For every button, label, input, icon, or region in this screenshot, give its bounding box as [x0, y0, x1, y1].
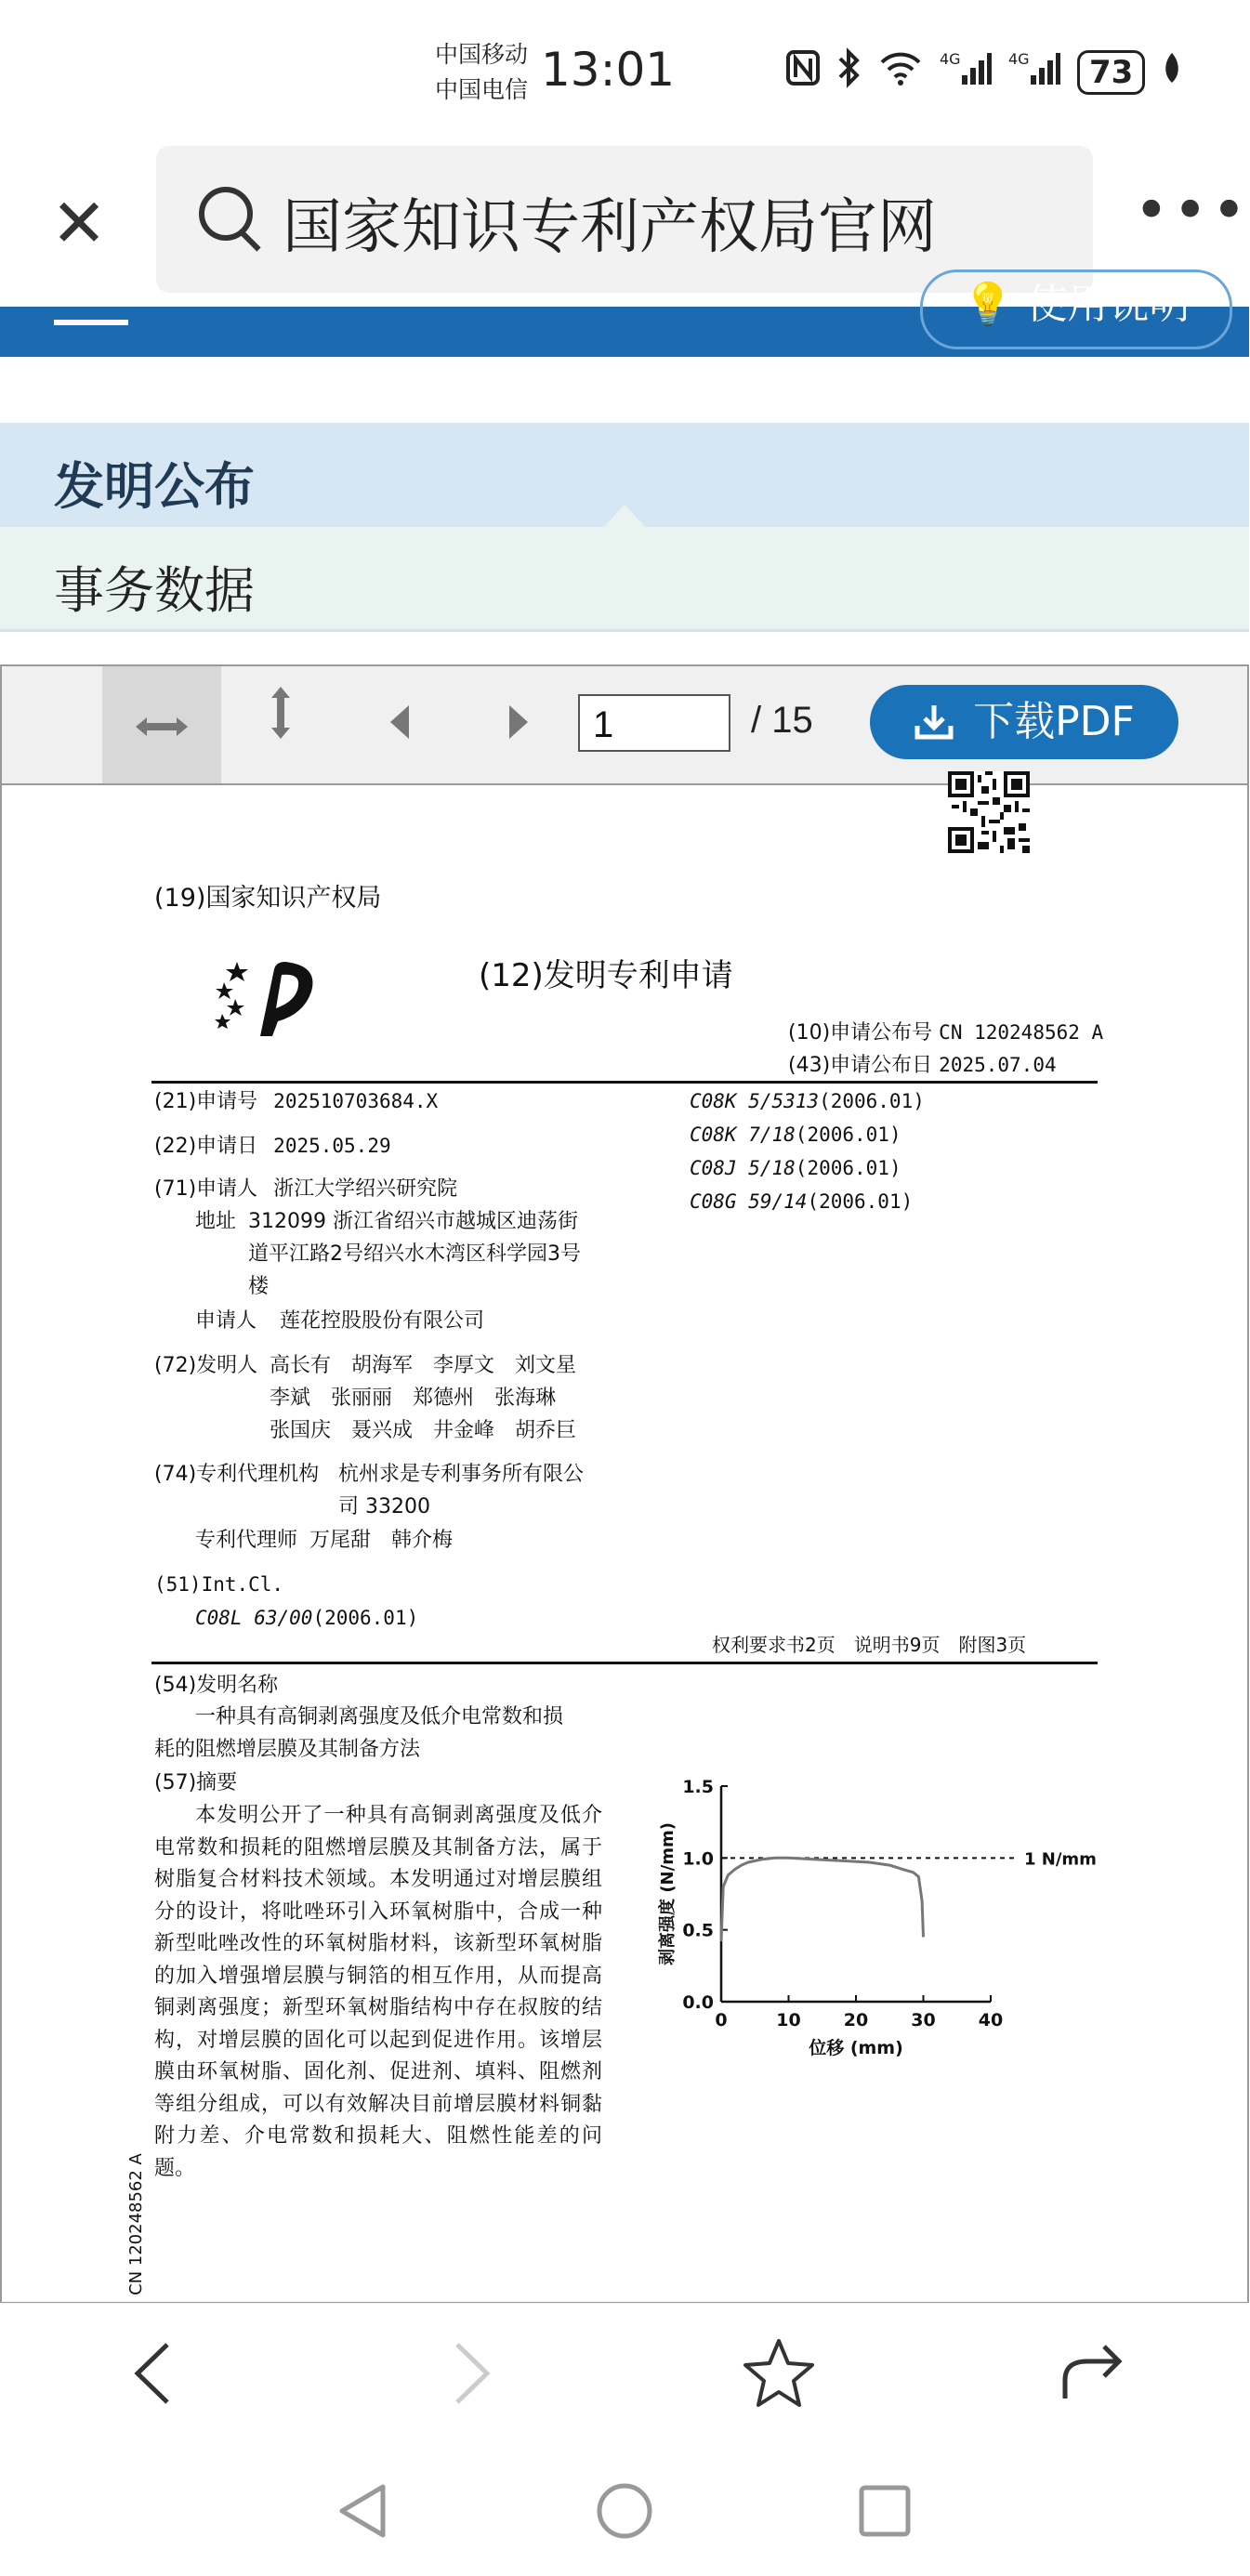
download-icon — [914, 698, 967, 745]
ipc-code-row — [690, 1087, 925, 1116]
qr-code — [948, 771, 1030, 853]
publication-number: CN 120248562 A — [939, 1021, 1104, 1044]
chart-axes — [657, 1777, 1003, 2058]
invention-title-label: (54)发明名称 — [154, 1674, 279, 1697]
prev-page-icon[interactable] — [340, 666, 459, 783]
page-total: / 15 — [751, 700, 813, 741]
invention-title-line-1: 一种具有高铜剥离强度及低介电常数和损 — [195, 1705, 564, 1728]
ipc-code-row — [690, 1121, 901, 1150]
battery-indicator: 73 — [1077, 50, 1145, 95]
back-icon[interactable] — [130, 2341, 177, 2410]
svg-text:4G: 4G — [940, 50, 961, 68]
inventors-line-2: 李斌 张丽丽 郑德州 张海琳 — [270, 1387, 557, 1410]
ipc-code: C08K 7/18 — [690, 1124, 796, 1146]
nfc-icon — [785, 49, 821, 95]
application-date-row — [154, 1132, 391, 1161]
x-tick-label: 40 — [978, 2010, 1004, 2031]
reference-line — [721, 1849, 1097, 1869]
address-line-1: 312099 浙江省绍兴市越城区迪荡街 — [248, 1210, 578, 1233]
forward-icon[interactable] — [448, 2341, 494, 2410]
agent-label: 专利代理师 — [195, 1529, 298, 1552]
reference-label: 1 N/mm — [1024, 1849, 1097, 1870]
applicant2: 莲花控股股份有限公司 — [280, 1309, 485, 1333]
signal-4g-icon — [940, 49, 992, 95]
carrier-labels — [435, 37, 528, 108]
ipc-code-row — [690, 1154, 901, 1183]
y-tick-label: 0.0 — [682, 1992, 714, 2013]
search-query: 国家知识专利产权局官网 — [283, 193, 937, 262]
x-axis-label: 位移 (mm) — [809, 2038, 903, 2058]
manual-label: 使用说明 — [1026, 281, 1191, 328]
download-pdf-button[interactable] — [870, 685, 1178, 759]
abstract-text: 本发明公开了一种具有高铜剥离强度及低介电常数和损耗的阻燃增层膜及其制备方法，属于树脂复合材料技术领域。本发明通过对增层膜组分的设计，将吡唑环引入环氧树脂中，合成一种新型吡唑改性的环氧树脂材料，该新型环氧树脂的加入增强增层膜与铜箔的相互作用，从而提高铜剥离强度；新型环氧树脂结构中存在叔胺的结构，对增层膜的固化可以起到促进作用。该增层膜由环氧树脂、固化剂、促进剂、填料、阻燃剂等组分组成，可以有效解决目前增层膜材料铜黏附力差、介电常数和损耗大、阻燃性能差的问题。 — [154, 1804, 602, 2180]
agency-line-1: 杭州求是专利事务所有限公 — [338, 1463, 585, 1486]
share-icon[interactable] — [1059, 2337, 1125, 2406]
system-nav-bar — [0, 2442, 1249, 2576]
address-line-2: 道平江路2号绍兴水木湾区科学园3号 — [248, 1242, 581, 1266]
ipc-version: (2006.01) — [819, 1090, 925, 1112]
publication-date: 2025.07.04 — [939, 1054, 1057, 1076]
application-date-label: (22)申请日 — [154, 1135, 258, 1158]
ipc-version: (2006.01) — [795, 1124, 901, 1146]
triangle-back-icon[interactable] — [335, 2481, 390, 2544]
signal-4g-icon — [1008, 49, 1060, 95]
lightbulb-icon: 💡 — [962, 281, 1014, 328]
x-tick-label: 10 — [776, 2010, 801, 2031]
abstract-label: (57)摘要 — [154, 1771, 238, 1794]
carrier-2: 中国电信 — [435, 76, 529, 103]
publication-number-label: (10)申请公布号 — [788, 1021, 933, 1045]
search-icon — [199, 187, 253, 241]
inventors-line-1: 高长有 胡海军 李厚文 刘文星 — [270, 1354, 577, 1377]
address-label: 地址 — [195, 1210, 237, 1233]
intcl-main-version: (2006.01) — [312, 1607, 419, 1629]
next-page-icon[interactable] — [459, 666, 578, 783]
address-line-3: 楼 — [248, 1275, 270, 1298]
site-nav-bar — [0, 281, 1249, 357]
agency-label: (74)专利代理机构 — [154, 1463, 320, 1486]
invention-title-line-2: 耗的阻燃增层膜及其制备方法 — [154, 1738, 421, 1761]
tab-label: 发明公布 — [54, 457, 255, 516]
ipc-code: C08K 5/5313 — [690, 1090, 820, 1112]
recents-square-icon[interactable] — [857, 2483, 913, 2543]
manual-button[interactable] — [920, 269, 1232, 349]
applicant2-label: 申请人 — [195, 1309, 257, 1333]
close-icon[interactable]: ✕ — [50, 184, 108, 262]
side-publication-code: CN 120248562 A — [126, 2153, 146, 2295]
applicant-label: (71)申请人 — [154, 1177, 258, 1201]
publication-number-row — [788, 1019, 1103, 1047]
inventor-label: (72)发明人 — [154, 1354, 258, 1377]
bluetooth-icon — [837, 48, 862, 96]
pages-info: 权利要求书2页 说明书9页 附图3页 — [712, 1634, 1027, 1656]
applicant2-row — [195, 1308, 484, 1335]
divider — [151, 1081, 1098, 1084]
peel-strength-chart — [651, 1766, 1097, 2072]
ipc-code-row — [690, 1188, 913, 1216]
patent-office: (19)国家知识产权局 — [154, 884, 382, 913]
intcl-main — [195, 1604, 418, 1633]
applicant: 浙江大学绍兴研究院 — [273, 1177, 458, 1201]
tab-affairs-data[interactable] — [0, 527, 1249, 632]
x-tick-label: 20 — [843, 2010, 869, 2031]
x-tick-label: 0 — [715, 2010, 728, 2031]
y-tick-label: 0.5 — [682, 1920, 714, 1941]
home-circle-icon[interactable] — [595, 2481, 654, 2544]
download-label: 下载PDF — [973, 698, 1135, 745]
publication-date-row — [788, 1051, 1057, 1080]
y-tick-label: 1.5 — [682, 1777, 714, 1797]
intcl-label: (51)Int.Cl. — [154, 1573, 284, 1596]
fit-width-icon[interactable] — [102, 666, 221, 783]
document-type: (12)发明专利申请 — [479, 957, 733, 994]
y-axis-label: 剥离强度 (N/mm) — [658, 1822, 678, 1965]
menu-icon[interactable] — [54, 320, 128, 325]
fit-height-icon[interactable] — [221, 666, 340, 783]
agent: 万尾甜 韩介梅 — [309, 1529, 454, 1552]
clock: 13:01 — [541, 43, 676, 97]
wifi-icon — [878, 49, 923, 95]
page-number-input[interactable]: 1 — [578, 694, 730, 752]
application-number-row — [154, 1087, 438, 1116]
divider — [151, 1662, 1098, 1664]
ipc-code: C08J 5/18 — [690, 1157, 796, 1179]
cnipa-emblem — [209, 953, 330, 1045]
publication-date-label: (43)申请公布日 — [788, 1054, 933, 1077]
inventors-line-3: 张国庆 聂兴成 井金峰 胡乔巨 — [270, 1419, 577, 1442]
agent-row — [195, 1527, 453, 1555]
series-line — [721, 1858, 924, 1941]
x-tick-label: 30 — [911, 2010, 936, 2031]
agency-line-2: 司 33200 — [338, 1495, 430, 1518]
application-date: 2025.05.29 — [273, 1135, 391, 1157]
tab-label: 事务数据 — [54, 561, 255, 620]
application-number-label: (21)申请号 — [154, 1090, 258, 1113]
status-icons — [785, 48, 1182, 96]
star-icon[interactable] — [742, 2337, 816, 2413]
active-tab-pointer — [604, 505, 645, 527]
browser-nav-bar — [0, 2303, 1249, 2443]
applicant-row — [154, 1176, 457, 1203]
viewer-toolbar — [2, 666, 1247, 785]
ipc-version: (2006.01) — [795, 1157, 901, 1179]
application-number: 202510703684.X — [273, 1090, 439, 1112]
more-options-icon[interactable]: ••• — [1134, 177, 1250, 245]
tab-invention-publication[interactable] — [0, 423, 1249, 527]
leaf-icon — [1162, 51, 1182, 93]
ipc-version: (2006.01) — [807, 1190, 914, 1213]
ipc-code: C08G 59/14 — [690, 1190, 808, 1213]
y-tick-label: 1.0 — [682, 1848, 714, 1870]
carrier-1: 中国移动 — [435, 41, 529, 68]
intcl-main-code: C08L 63/00 — [195, 1607, 313, 1629]
status-bar — [0, 0, 1249, 144]
svg-text:4G: 4G — [1008, 50, 1030, 68]
chart-series — [721, 1858, 924, 1941]
